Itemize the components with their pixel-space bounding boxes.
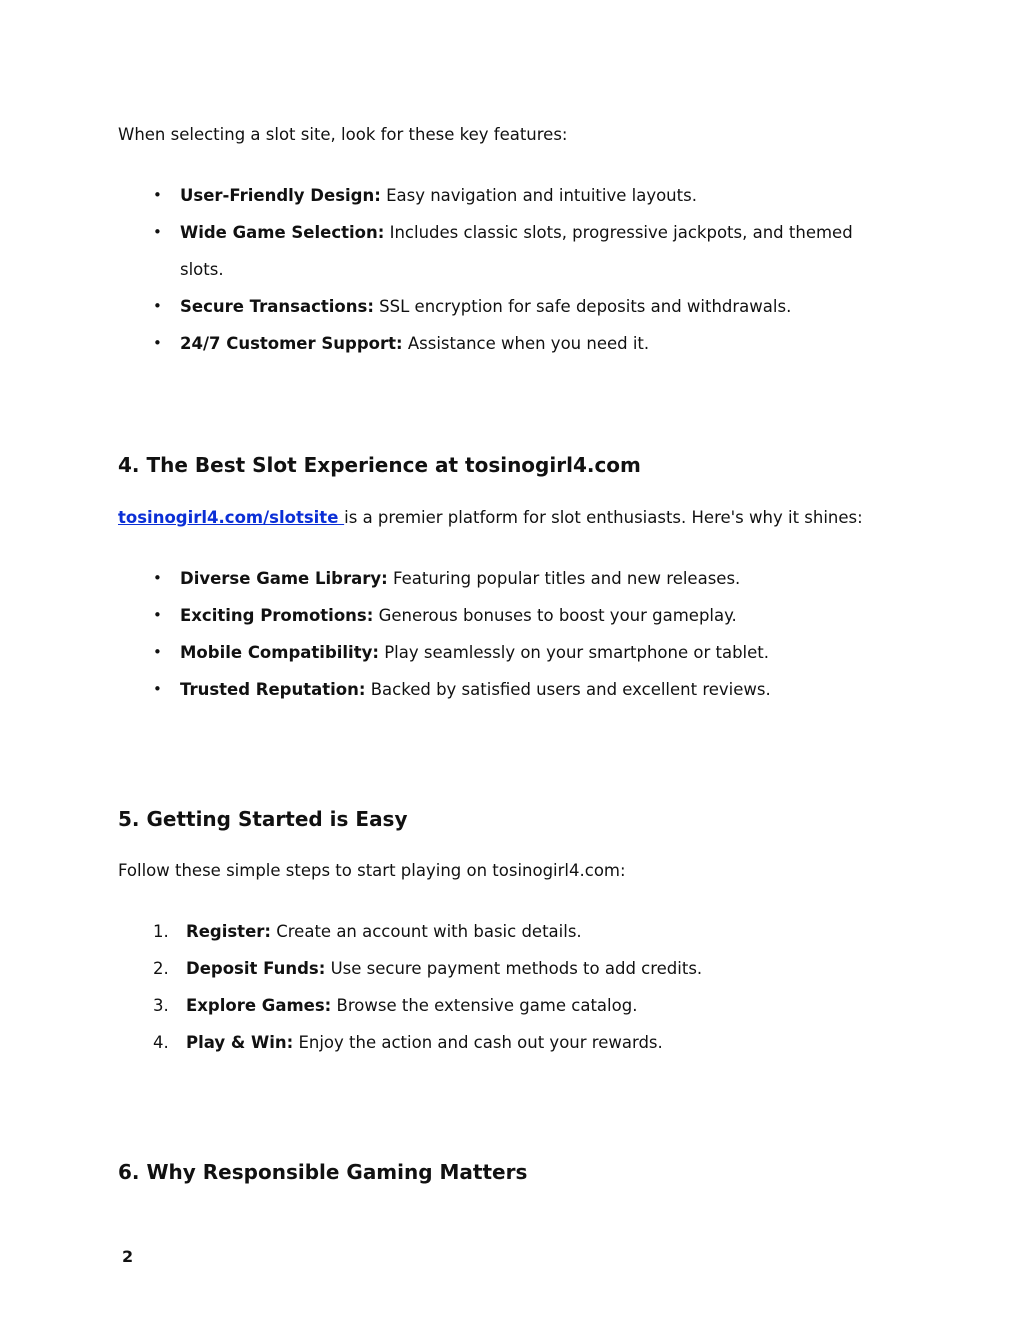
list-item bbox=[118, 325, 918, 362]
list-item bbox=[118, 288, 918, 325]
list-item-text: Create an account with basic details. bbox=[271, 922, 582, 941]
list-item-term: Play & Win: bbox=[186, 1033, 294, 1052]
features-intro: When selecting a slot site, look for these key features: bbox=[118, 125, 568, 144]
list-item-term: Wide Game Selection: bbox=[180, 223, 385, 242]
list-item-term: Secure Transactions: bbox=[180, 297, 374, 316]
steps-list bbox=[118, 913, 918, 1061]
list-item bbox=[118, 214, 860, 288]
section4-list bbox=[118, 560, 918, 708]
list-item bbox=[118, 1024, 918, 1061]
step-number: 2. bbox=[153, 959, 169, 978]
list-item bbox=[118, 634, 918, 671]
list-item bbox=[118, 597, 918, 634]
list-item-term: Deposit Funds: bbox=[186, 959, 326, 978]
page-number: 2 bbox=[122, 1247, 134, 1266]
list-item-term: 24/7 Customer Support: bbox=[180, 334, 403, 353]
features-list bbox=[118, 177, 918, 362]
list-item bbox=[118, 671, 918, 708]
section4-intro-text: is a premier platform for slot enthusiasts. Here's why it shines: bbox=[344, 508, 863, 527]
list-item-text: Featuring popular titles and new releases. bbox=[387, 569, 741, 588]
list-item bbox=[118, 560, 918, 597]
list-item-text: Play seamlessly on your smartphone or tablet. bbox=[378, 643, 770, 662]
step-number: 1. bbox=[153, 922, 169, 941]
list-item-text: Includes classic slots, progressive jackpots, and themed slots. bbox=[180, 223, 853, 279]
list-item-term: Trusted Reputation: bbox=[180, 680, 366, 699]
section4-heading: 4. The Best Slot Experience at tosinogirl4.com bbox=[118, 453, 641, 477]
section5-intro: Follow these simple steps to start playing on tosinogirl4.com: bbox=[118, 861, 626, 880]
list-item bbox=[118, 987, 918, 1024]
list-item-term: Diverse Game Library: bbox=[180, 569, 388, 588]
list-item-term: Explore Games: bbox=[186, 996, 332, 1015]
list-item bbox=[118, 177, 918, 214]
list-item-text: Easy navigation and intuitive layouts. bbox=[380, 186, 697, 205]
list-item-text: Use secure payment methods to add credits. bbox=[325, 959, 703, 978]
list-item-text: Enjoy the action and cash out your rewards. bbox=[293, 1033, 663, 1052]
section6-heading: 6. Why Responsible Gaming Matters bbox=[118, 1160, 528, 1184]
slotsite-link[interactable]: tosinogirl4.com/slotsite bbox=[118, 508, 345, 527]
list-item-text: Assistance when you need it. bbox=[402, 334, 650, 353]
list-item-term: Register: bbox=[186, 922, 271, 941]
step-number: 4. bbox=[153, 1033, 169, 1052]
list-item-term: User-Friendly Design: bbox=[180, 186, 381, 205]
list-item-text: Generous bonuses to boost your gameplay. bbox=[373, 606, 737, 625]
list-item bbox=[118, 950, 918, 987]
list-item-term: Exciting Promotions: bbox=[180, 606, 374, 625]
section4-intro bbox=[118, 506, 908, 530]
list-item bbox=[118, 913, 918, 950]
step-number: 3. bbox=[153, 996, 169, 1015]
list-item-text: Backed by satisfied users and excellent reviews. bbox=[365, 680, 771, 699]
section5-heading: 5. Getting Started is Easy bbox=[118, 807, 408, 831]
list-item-text: SSL encryption for safe deposits and withdrawals. bbox=[373, 297, 792, 316]
list-item-term: Mobile Compatibility: bbox=[180, 643, 379, 662]
list-item-text: Browse the extensive game catalog. bbox=[331, 996, 638, 1015]
